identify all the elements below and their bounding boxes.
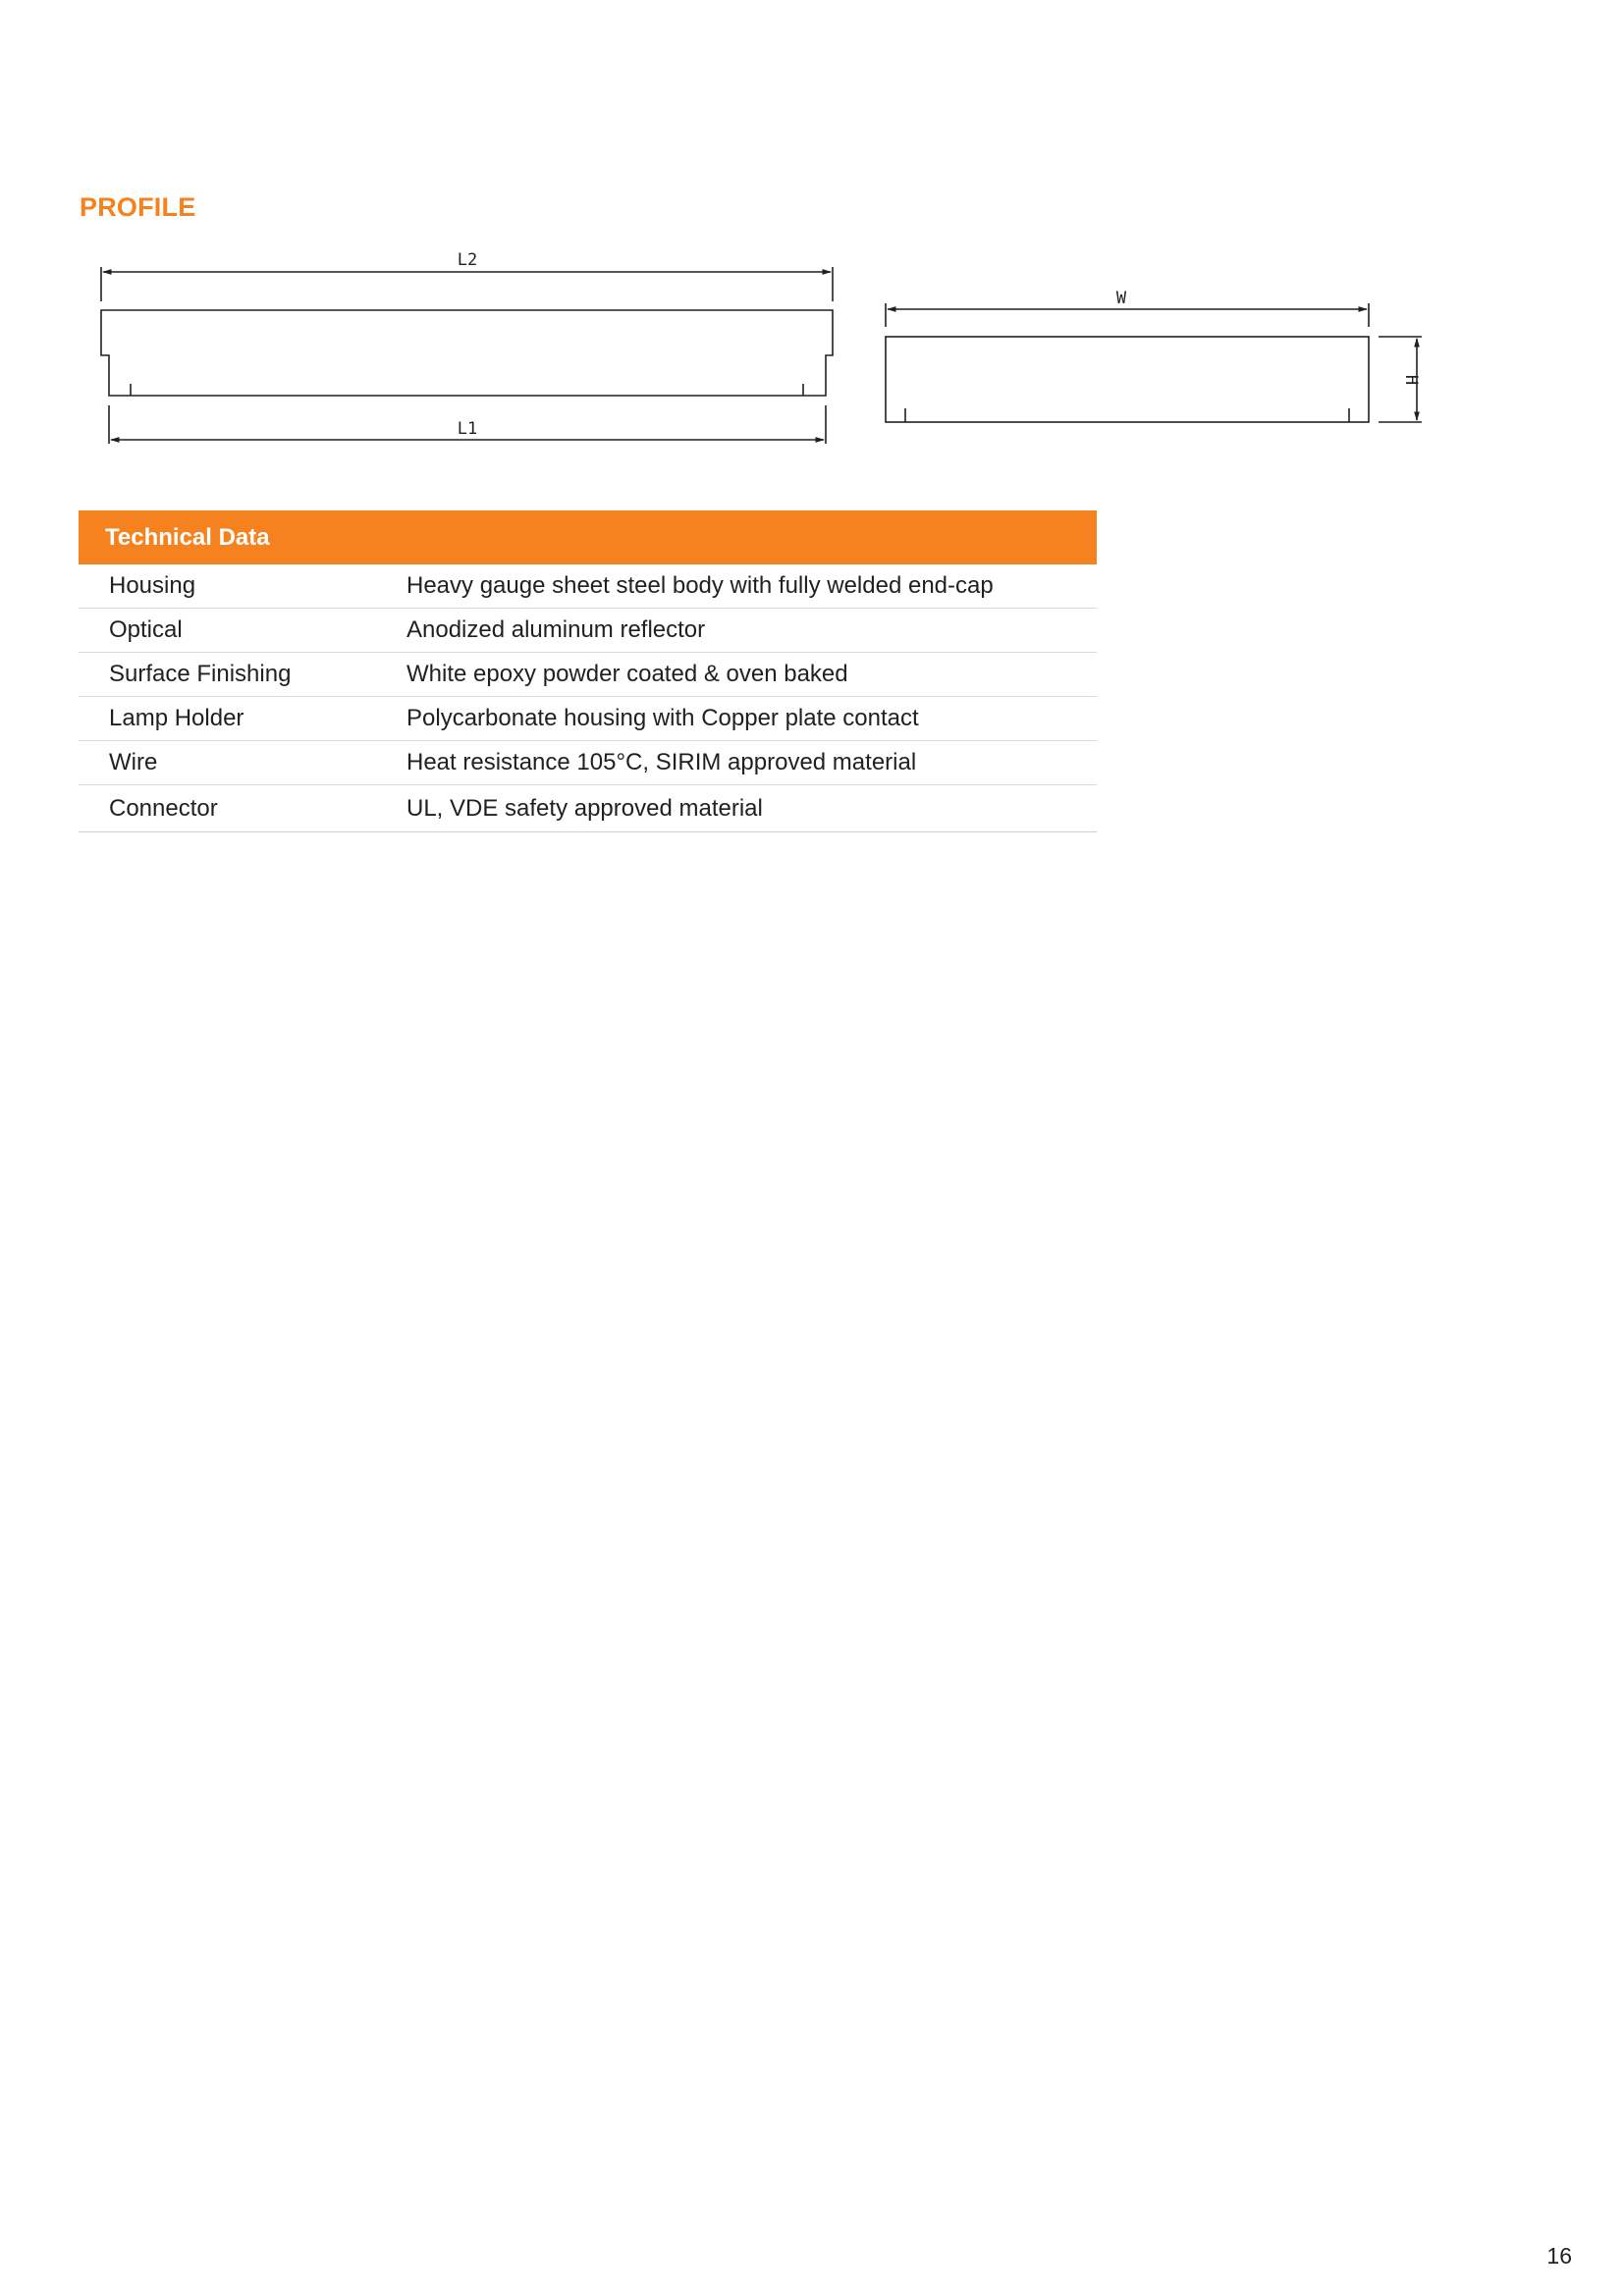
row-value-wire: Heat resistance 105°C, SIRIM approved material xyxy=(406,741,1097,785)
table-row xyxy=(79,741,1097,785)
technical-data-header: Technical Data xyxy=(79,510,1097,564)
table-row xyxy=(79,785,1097,832)
l1-label: L1 xyxy=(457,419,478,439)
table-row xyxy=(79,609,1097,653)
l2-label: L2 xyxy=(457,250,478,270)
row-value-connector: UL, VDE safety approved material xyxy=(406,785,1097,832)
row-label-connector: Connector xyxy=(79,785,406,832)
row-label-lamp-holder: Lamp Holder xyxy=(79,697,406,741)
row-value-surface-finishing: White epoxy powder coated & oven baked xyxy=(406,653,1097,697)
h-label: H xyxy=(1401,374,1421,386)
row-value-lamp-holder: Polycarbonate housing with Copper plate contact xyxy=(406,697,1097,741)
profile-drawing xyxy=(0,0,1624,471)
row-label-surface-finishing: Surface Finishing xyxy=(79,653,406,697)
technical-data-table xyxy=(79,510,1097,832)
table-row xyxy=(79,697,1097,741)
end-view-outline xyxy=(886,337,1369,422)
side-view-outline xyxy=(101,310,833,396)
row-label-optical: Optical xyxy=(79,609,406,653)
section-title-profile: PROFILE xyxy=(80,192,196,222)
w-label: W xyxy=(1115,289,1127,308)
row-value-housing: Heavy gauge sheet steel body with fully welded end-cap xyxy=(406,564,1097,609)
page-number: 16 xyxy=(1546,2243,1572,2269)
technical-data-header-row xyxy=(79,510,1097,564)
table-row xyxy=(79,564,1097,609)
row-label-housing: Housing xyxy=(79,564,406,609)
row-label-wire: Wire xyxy=(79,741,406,785)
table-row xyxy=(79,653,1097,697)
row-value-optical: Anodized aluminum reflector xyxy=(406,609,1097,653)
